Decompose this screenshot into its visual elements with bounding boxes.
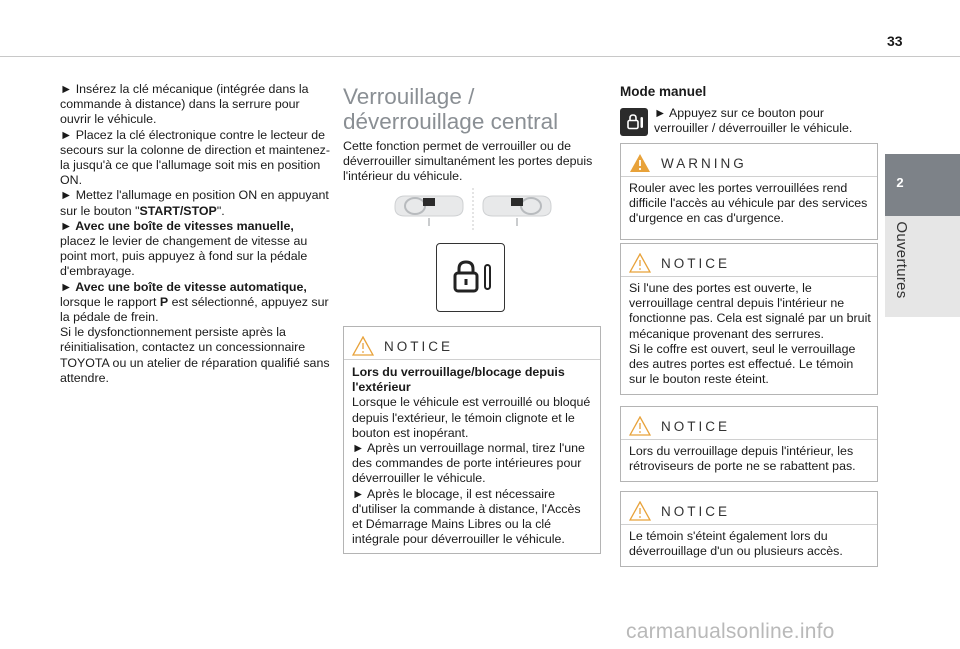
lock-button-icon	[620, 108, 648, 136]
caution-icon	[629, 253, 651, 273]
divider	[621, 439, 877, 440]
notice-body: Lors du verrouillage/blocage depuis l'extérieur Lorsque le véhicule est verrouillé ou bloqué depuis l'extérieur, le témoin clignote et le bouton est inopérant. ► Après un verrouillage normal, tirez l'une des commandes de porte intérieures pour déverrouiller le véhicule. ► Après le blocage, il est nécessaire d'utiliser la commande à distance, l'Accès et Démarrage Mains Libres ou la clé intégrale pour déverrouiller le véhicule.	[352, 365, 591, 547]
chapter-tab-number: 2	[896, 175, 904, 190]
column-1	[60, 82, 332, 386]
notice-heading: NOTICE	[661, 255, 731, 271]
divider	[621, 524, 877, 525]
notice-body: Le témoin s'éteint également lors du déverrouillage d'un ou plusieurs accès.	[629, 529, 843, 559]
caution-icon	[629, 501, 651, 521]
watermark: carmanualsonline.info	[626, 620, 835, 643]
divider	[621, 176, 877, 177]
notice-heading: NOTICE	[661, 503, 731, 519]
notice-box	[620, 491, 878, 567]
notice-body: Si l'une des portes est ouverte, le verrouillage central depuis l'intérieur ne fonctionne pas. Cela est signalé par un bruit mécanique provenant des serrures. Si le coffre est ouvert, seul le verrouillage des autres portes est effectué. Le témoin sur le bouton reste éteint.	[629, 281, 871, 387]
notice-heading: NOTICE	[384, 338, 454, 354]
steering-wheel-icon	[483, 196, 551, 226]
warning-heading: WARNING	[661, 155, 747, 171]
paragraph: Si le dysfonctionnement persiste après la réinitialisation, contactez un concessionnaire TOYOTA ou un atelier de réparation qualifié sans attendre.	[60, 325, 330, 385]
notice-box	[620, 406, 878, 482]
divider	[621, 276, 877, 277]
notice-box	[620, 243, 878, 395]
lock-icon	[437, 244, 503, 310]
paragraph: ► Placez la clé électronique contre le lecteur de secours sur la colonne de direction et maintenez-la jusqu'à ce que l'allumage soit mis en position ON.	[60, 127, 330, 188]
warning-box	[620, 143, 878, 240]
notice-body: Lors du verrouillage depuis l'intérieur, les rétroviseurs de porte ne se rabattent pas.	[629, 444, 856, 474]
steering-wheel-icon	[395, 196, 463, 226]
section-intro: Cette fonction permet de verrouiller ou de déverrouiller simultanément les portes depuis l'intérieur du véhicule.	[343, 139, 593, 184]
central-lock-button-illustration	[436, 243, 505, 312]
paragraph: ► Mettez l'allumage en position ON en appuyant sur le bouton "START/STOP".	[60, 188, 329, 218]
caution-icon	[352, 336, 374, 356]
warning-icon	[629, 153, 651, 173]
mode-title: Mode manuel	[620, 84, 707, 99]
paragraph: ► Avec une boîte de vitesses manuelle, placez le levier de changement de vitesse au point mort, puis appuyez à fond sur la pédale d'embrayage.	[60, 218, 308, 279]
caution-icon	[629, 416, 651, 436]
notice-box	[343, 326, 601, 554]
paragraph: ► Avec une boîte de vitesse automatique, lorsque le rapport P est sélectionné, appuyez sur la pédale de frein.	[60, 279, 329, 325]
section-title: Verrouillage / déverrouillage central	[343, 84, 559, 134]
notice-heading: NOTICE	[661, 418, 731, 434]
divider	[344, 359, 600, 360]
mode-instruction: ► Appuyez sur ce bouton pour verrouiller / déverrouiller le véhicule.	[654, 106, 853, 136]
warning-body: Rouler avec les portes verrouillées rend difficile l'accès au véhicule par des services d'urgence en cas d'urgence.	[629, 181, 868, 226]
header-rule	[0, 56, 960, 57]
paragraph: ► Insérez la clé mécanique (intégrée dans la commande à distance) dans la serrure pour ouvrir le véhicule.	[60, 82, 309, 127]
chapter-tab-label: Ouvertures	[893, 221, 910, 299]
dashboard-lock-illustration	[393, 186, 553, 232]
page-number: 33	[887, 33, 903, 49]
